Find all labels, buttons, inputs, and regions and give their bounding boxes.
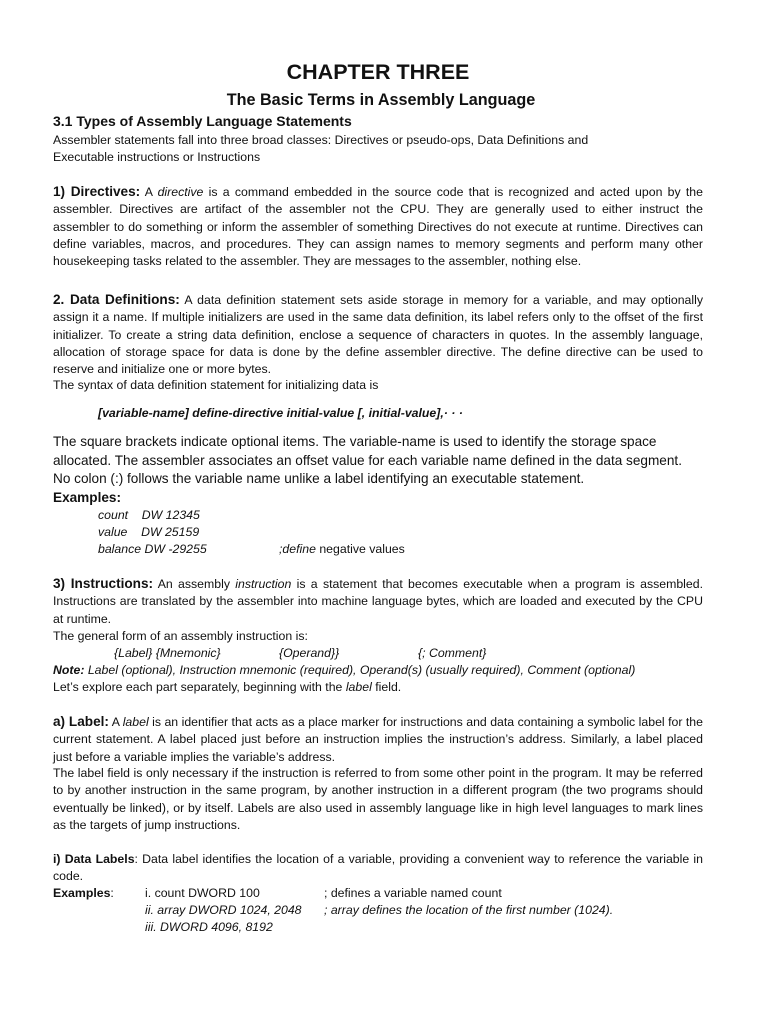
examples-heading: Examples: (53, 490, 122, 505)
data-label-comment: ; defines a variable named count (324, 886, 502, 900)
intro-line-2: Executable instructions or Instructions (53, 150, 261, 164)
form-operand: {Operand}} (279, 646, 340, 660)
instructions-heading: 3) Instructions: (53, 576, 154, 591)
example-line: balance DW -29255 (98, 542, 207, 556)
data-definitions-heading: 2. Data Definitions: (53, 292, 180, 307)
label-term: label (122, 715, 149, 729)
syntax-statement: [variable-name] define-directive initial-value [, initial-value],· · · (98, 406, 463, 420)
data-label-example: ii. array DWORD 1024, 2048 (145, 903, 302, 917)
data-label-example: iii. DWORD 4096, 8192 (145, 920, 273, 934)
data-labels-examples-heading: Examples: (53, 886, 114, 900)
directives-heading: 1) Directives: (53, 184, 141, 199)
form-label-mnemonic: {Label} {Mnemonic} (114, 646, 221, 660)
general-form-intro: The general form of an assembly instruction is: (53, 629, 308, 643)
data-labels-heading: i) Data Labels (53, 852, 135, 866)
data-label-example: i. count DWORD 100 (145, 886, 260, 900)
syntax-intro: The syntax of data definition statement for initializing data is (53, 378, 379, 392)
syntax-explanation: The square brackets indicate optional items. The variable-name is used to identify the storage space allocated. The assembler associates an offset value for each variable name defined in the data segment. No colon (:) follows the variable name unlike a label identifying an executable statement. (53, 434, 682, 486)
instructions-paragraph: 3) Instructions: An assembly instruction is a statement that becomes executable when a program is assembled. Instructions are translated by the assembler into machine language bytes, which are loaded and executed by the CPU at runtime. (53, 576, 703, 626)
form-comment: {; Comment} (418, 646, 487, 660)
intro-line-1: Assembler statements fall into three broad classes: Directives or pseudo-ops, Data Definitions and (53, 133, 589, 147)
section-heading: 3.1 Types of Assembly Language Statements (53, 113, 352, 129)
chapter-title: CHAPTER THREE (286, 60, 470, 84)
example-line: value DW 25159 (98, 525, 200, 539)
data-labels-paragraph: i) Data Labels: Data label identifies the location of a variable, providing a convenient way to reference the variable in code. (53, 852, 703, 884)
directive-term: directive (157, 185, 204, 199)
label-field-paragraph: The label field is only necessary if the instruction is referred to from some other point in the program. It may be referred to by another instruction in the same program, by another instruction in a different program (the two programs should eventually be linked), or by itself. Labels are also used in assembly language like in high level languages to mark lines as the targets of jump instructions. (53, 766, 703, 832)
instruction-term: instruction (235, 577, 292, 591)
label-paragraph: a) Label: A label is an identifier that acts as a place marker for instructions and data containing a symbolic label for the current statement. A label placed just before an instruction implies the instruction’s address. Similarly, a label placed just before a variable implies the variable’s address. (53, 714, 703, 764)
data-label-comment: ; array defines the location of the first number (1024). (324, 903, 614, 917)
example-line: count DW 12345 (98, 508, 200, 522)
data-definitions-paragraph: 2. Data Definitions: A data definition statement sets aside storage in memory for a variable, and may optionally assign it a name. If multiple initializers are used in the same data definition, its label refers only to the offset of the first initializer. To create a string data definition, enclose a sequence of characters in quotes. In the assembly language, allocation of storage space for data is done by the define assembler directive. The define directive can be used to reserve and initialize one or more bytes. (53, 292, 703, 377)
note-line: Note: Label (optional), Instruction mnemonic (required), Operand(s) (usually required), Comment (optional) (53, 663, 636, 677)
explore-line: Let’s explore each part separately, beginning with the label field. (53, 680, 402, 694)
directives-paragraph: 1) Directives: A directive is a command embedded in the source code that is recognized and acted upon by the assembler. Directives are artifact of the assembler not the CPU. They are generally used to either instruct the assembler to do something or inform the assembler of something Directives do not execute at runtime. Directives can define variables, macros, and procedures. They can assign names to memory segments and perform many other housekeeping tasks related to the assembler. They are messages to the assembler, nothing else. (53, 184, 703, 269)
label-heading: a) Label: (53, 714, 109, 729)
note-label: Note: (53, 663, 85, 677)
chapter-subtitle: The Basic Terms in Assembly Language (226, 91, 536, 109)
example-comment: ;define negative values (279, 542, 405, 556)
